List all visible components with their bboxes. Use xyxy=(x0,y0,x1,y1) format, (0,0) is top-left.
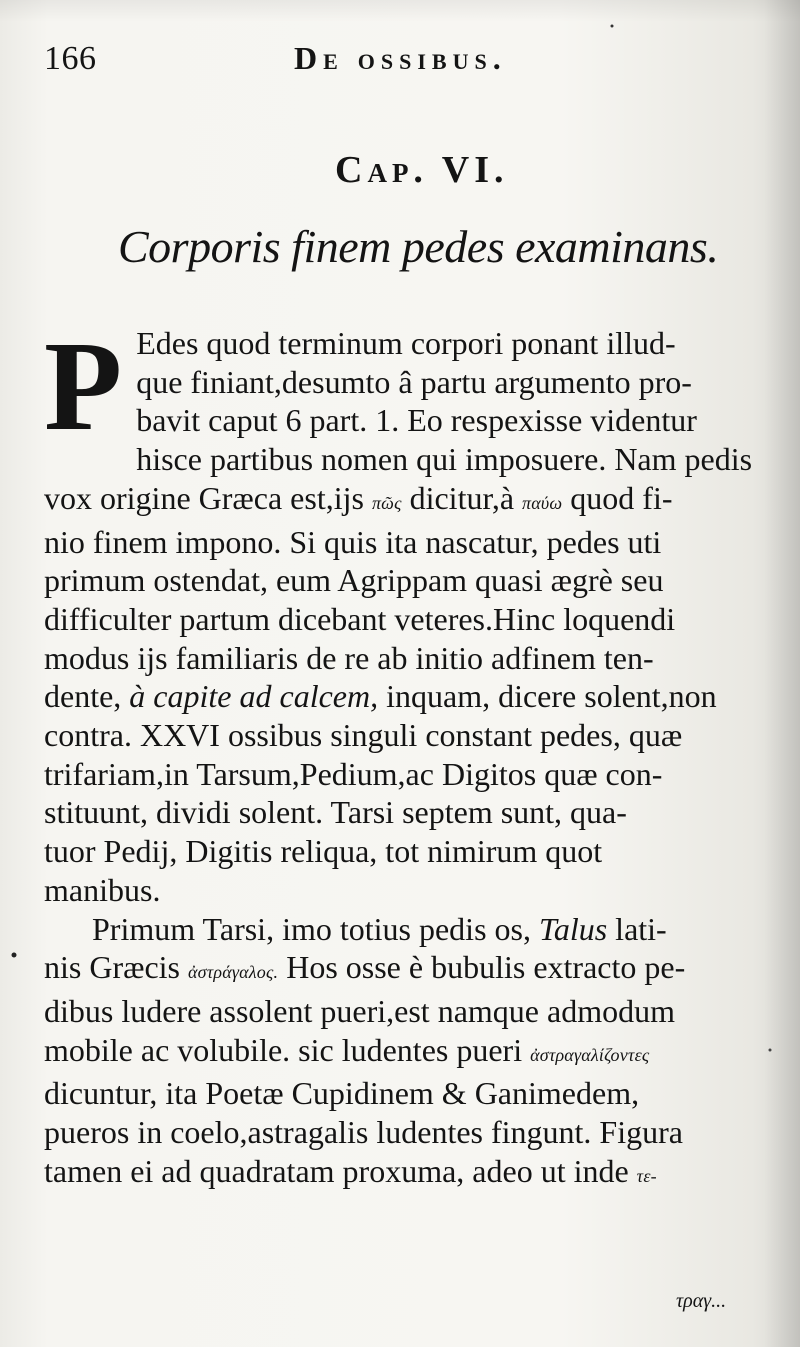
text-line xyxy=(44,1152,762,1196)
text-segment: Primum Tarsi, imo totius pedis os, xyxy=(92,910,539,947)
ink-speck xyxy=(611,25,614,28)
text-segment: vox origine Græca est,ijs xyxy=(44,479,372,516)
text-segment: nis Græcis xyxy=(44,949,188,986)
text-line: dibus ludere assolent pueri,est namque admodum xyxy=(44,992,675,1029)
page-edge-shadow-top xyxy=(0,0,800,22)
italic-phrase: à capite ad calcem, xyxy=(129,678,379,715)
text-line xyxy=(44,1031,762,1075)
text-line: Edes quod terminum corpori ponant illud- xyxy=(136,325,676,361)
text-segment: dicitur,à xyxy=(401,479,523,516)
running-head: De ossibus. xyxy=(294,40,507,76)
text-line: nio finem impono. Si quis ita nascatur, pedes uti xyxy=(44,523,662,560)
text-line: que finiant,desumto â partu argumento pro- xyxy=(136,363,692,400)
greek-word: ἀστραγαλίζοντες xyxy=(530,1044,650,1065)
text-segment: lati- xyxy=(607,910,667,947)
text-line: contra. XXVI ossibus singuli constant pedes, quæ xyxy=(44,717,683,754)
text-line: modus ijs familiaris de re ab initio adfinem ten- xyxy=(44,639,654,676)
text-segment: tamen ei ad quadratam proxuma, adeo ut inde xyxy=(44,1152,637,1189)
greek-word: παύω xyxy=(522,492,563,513)
text-line: dicuntur, ita Poetæ Cupidinem & Ganimedem, xyxy=(44,1075,640,1112)
body-text xyxy=(44,315,762,1195)
text-segment: dente, xyxy=(44,678,130,715)
text-segment: Hos osse è bubulis extracto pe- xyxy=(278,949,686,986)
greek-word: τε- xyxy=(636,1165,657,1186)
text-line: hisce partibus nomen qui imposuere. Nam pedis xyxy=(136,441,753,478)
ink-speck xyxy=(12,953,17,958)
text-line: primum ostendat, eum Agrippam quasi ægrè seu xyxy=(44,562,664,599)
text-segment: quod fi- xyxy=(562,479,673,516)
text-line: trifariam,in Tarsum,Pedium,ac Digitos quæ con- xyxy=(44,755,663,792)
greek-word: πῶς xyxy=(371,492,402,513)
text-line xyxy=(44,948,762,992)
chapter-heading: Cap. VI. xyxy=(335,149,509,191)
text-line xyxy=(44,479,762,523)
text-line xyxy=(44,677,762,716)
text-line: tuor Pedij, Digitis reliqua, tot nimirum quot xyxy=(44,833,603,870)
page-gutter-shadow xyxy=(764,0,800,1347)
text-segment: inquam, dicere solent,non xyxy=(378,678,717,715)
text-line xyxy=(44,910,762,949)
chapter-title: Corporis finem pedes examinans. xyxy=(118,221,719,272)
text-line: bavit caput 6 part. 1. Eo respexisse videntur xyxy=(136,402,697,439)
italic-word: Talus xyxy=(538,910,608,947)
drop-cap: P xyxy=(44,315,123,457)
greek-word: ἀστράγαλος. xyxy=(188,962,279,983)
text-line: pueros in coelo,astragalis ludentes fingunt. Figura xyxy=(44,1114,683,1151)
text-segment: mobile ac volubile. sic ludentes pueri xyxy=(44,1031,531,1068)
catchword: τραγ... xyxy=(676,1290,727,1312)
text-line: difficulter partum dicebant veteres.Hinc loquendi xyxy=(44,600,676,637)
text-line: manibus. xyxy=(44,871,161,908)
page-number: 166 xyxy=(44,40,97,77)
page-header xyxy=(44,40,764,88)
text-line: stituunt, dividi solent. Tarsi septem sunt, qua- xyxy=(44,794,627,831)
